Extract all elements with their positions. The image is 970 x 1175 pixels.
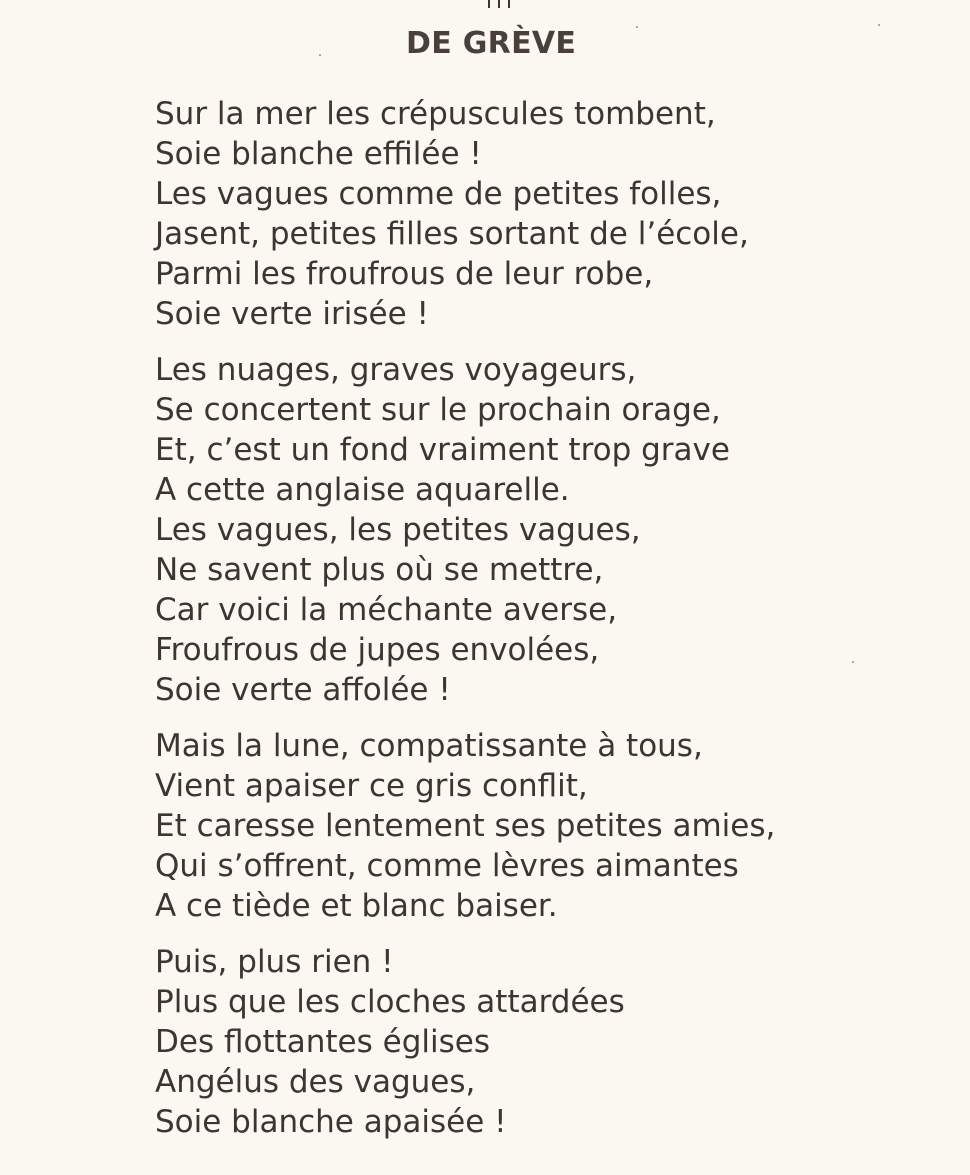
poem-line: Ne savent plus où se mettre, <box>155 552 604 588</box>
poem-line: Et, c’est un fond vraiment trop grave <box>155 432 730 468</box>
stanza <box>155 726 915 926</box>
poem-line: Les vagues comme de petites folles, <box>155 176 722 212</box>
poem-line: Qui s’offrent, comme lèvres aimantes <box>155 848 739 884</box>
poem-line: Soie verte irisée ! <box>155 296 429 332</box>
poem-line: A ce tiède et blanc baiser. <box>155 888 558 924</box>
poem-line: Puis, plus rien ! <box>155 944 394 980</box>
poem-title: DE GRÈVE <box>406 26 577 61</box>
poem-line: Se concertent sur le prochain orage, <box>155 392 721 428</box>
poem-line: Jasent, petites filles sortant de l’école, <box>155 216 749 252</box>
poem-line: Angélus des vagues, <box>155 1064 476 1100</box>
paper-speck <box>636 26 638 28</box>
poem-line: Car voici la méchante averse, <box>155 592 618 628</box>
poem-body <box>155 94 915 1158</box>
poem-line: Vient apaiser ce gris conflit, <box>155 768 588 804</box>
stanza <box>155 94 915 334</box>
cropped-text-fragment <box>488 0 524 10</box>
poem-line: Soie blanche apaisée ! <box>155 1104 507 1140</box>
poem-line: Et caresse lentement ses petites amies, <box>155 808 776 844</box>
poem-line: Mais la lune, compatissante à tous, <box>155 728 703 764</box>
stanza <box>155 942 915 1142</box>
paper-speck <box>878 24 880 26</box>
poem-line: Soie blanche effilée ! <box>155 136 482 172</box>
poem-line: Sur la mer les crépuscules tombent, <box>155 96 716 132</box>
stanza <box>155 350 915 710</box>
poem-line: Soie verte affolée ! <box>155 672 451 708</box>
poem-line: Froufrous de jupes envolées, <box>155 632 600 668</box>
poem-line: Les nuages, graves voyageurs, <box>155 352 637 388</box>
poem-line: A cette anglaise aquarelle. <box>155 472 570 508</box>
poem-line: Plus que les cloches attardées <box>155 984 625 1020</box>
poem-line: Parmi les froufrous de leur robe, <box>155 256 654 292</box>
paper-speck <box>319 54 321 56</box>
poem-line: Les vagues, les petites vagues, <box>155 512 641 548</box>
poem-line: Des flottantes églises <box>155 1024 490 1060</box>
